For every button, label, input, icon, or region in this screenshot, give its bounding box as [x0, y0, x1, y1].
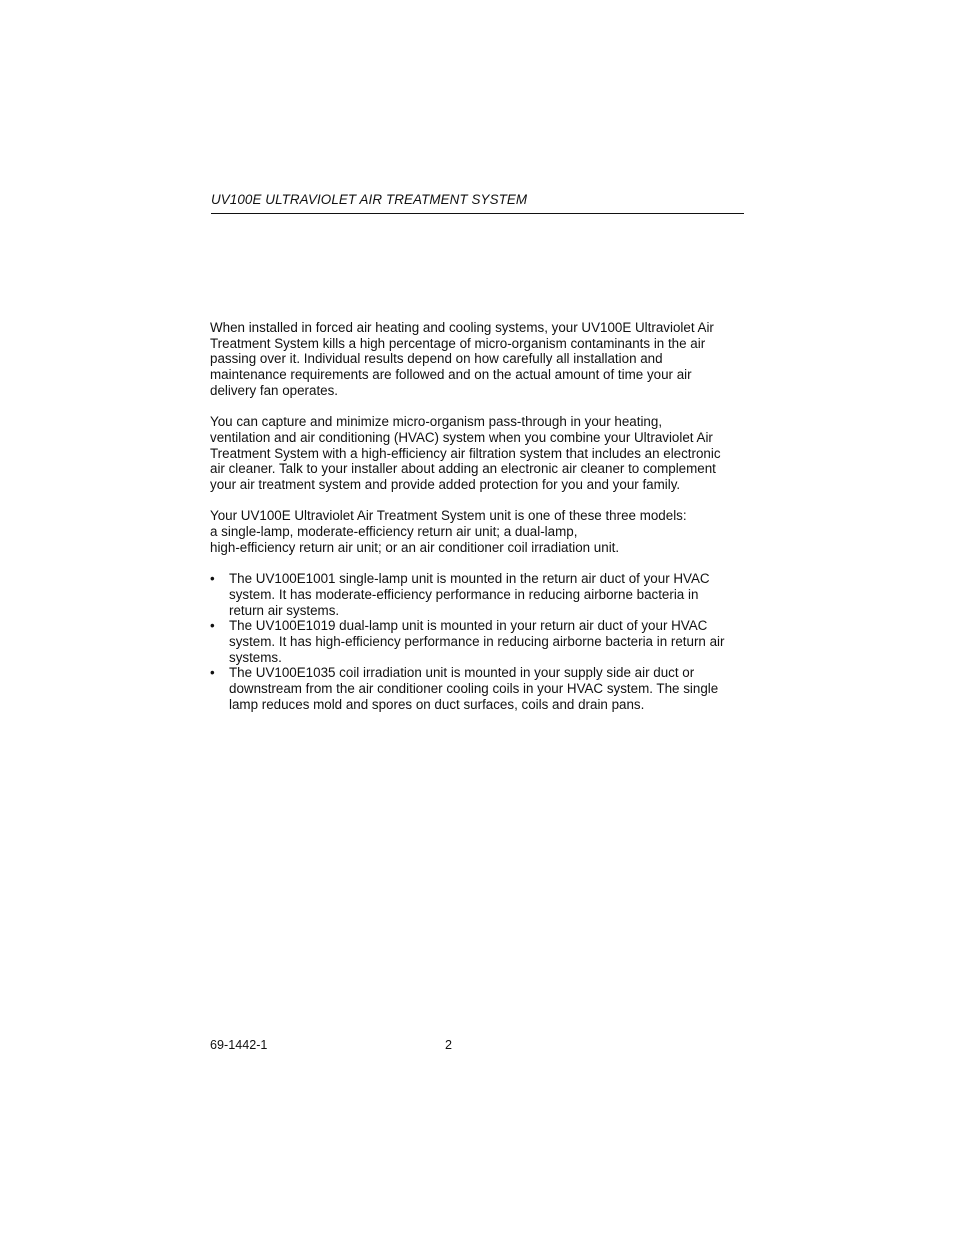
text-line: ventilation and air conditioning (HVAC) system when you combine your Ultraviolet Air — [210, 429, 713, 445]
text-line: maintenance requirements are followed and on the actual amount of time your air — [210, 367, 692, 383]
document-number: 69-1442-1 — [210, 1038, 268, 1052]
models-paragraph — [210, 508, 750, 555]
text-line: The UV100E1035 coil irradiation unit is mounted in your supply side air duct or — [229, 665, 695, 681]
text-line: air cleaner. Talk to your installer about adding an electronic air cleaner to complement — [210, 461, 716, 477]
list-item — [210, 665, 750, 712]
text-line: system. It has high-efficiency performance in reducing airborne bacteria in return air — [229, 634, 725, 650]
text-line: The UV100E1001 single-lamp unit is mounted in the return air duct of your HVAC — [229, 571, 710, 587]
list-item — [210, 571, 750, 618]
text-line: You can capture and minimize micro-organism pass-through in your heating, — [210, 414, 663, 430]
text-line: high-efficiency return air unit; or an air conditioner coil irradiation unit. — [210, 539, 620, 555]
text-line: system. It has moderate-efficiency performance in reducing airborne bacteria in — [229, 586, 699, 602]
text-line: Treatment System kills a high percentage of micro-organism contaminants in the air — [210, 335, 706, 351]
text-line: return air systems. — [229, 602, 340, 618]
document-body — [210, 320, 750, 713]
text-line: When installed in forced air heating and cooling systems, your UV100E Ultraviolet Air — [210, 320, 714, 335]
text-line: a single-lamp, moderate-efficiency return air unit; a dual-lamp, — [210, 524, 578, 540]
text-line: systems. — [229, 649, 282, 665]
intro-paragraph — [210, 320, 750, 399]
list-item — [210, 618, 750, 665]
bullet-icon: • — [210, 665, 215, 681]
model-list — [210, 571, 750, 712]
text-line: Treatment System with a high-efficiency air filtration system that includes an electronic — [210, 445, 721, 461]
text-line: Your UV100E Ultraviolet Air Treatment System unit is one of these three models: — [210, 508, 687, 524]
page-number: 2 — [445, 1038, 453, 1052]
text-line: downstream from the air conditioner cooling coils in your HVAC system. The single — [229, 681, 719, 697]
page-header — [211, 192, 744, 214]
text-line: your air treatment system and provide added protection for you and your family. — [210, 477, 681, 493]
text-line: lamp reduces mold and spores on duct surfaces, coils and drain pans. — [229, 696, 645, 712]
bullet-icon: • — [210, 571, 215, 587]
text-line: delivery fan operates. — [210, 382, 339, 398]
text-line: passing over it. Individual results depend on how carefully all installation and — [210, 351, 663, 367]
text-line: The UV100E1019 dual-lamp unit is mounted in your return air duct of your HVAC — [229, 618, 708, 634]
filtration-paragraph — [210, 414, 750, 493]
bullet-icon: • — [210, 618, 215, 634]
document-title: UV100E ULTRAVIOLET AIR TREATMENT SYSTEM — [211, 192, 528, 207]
